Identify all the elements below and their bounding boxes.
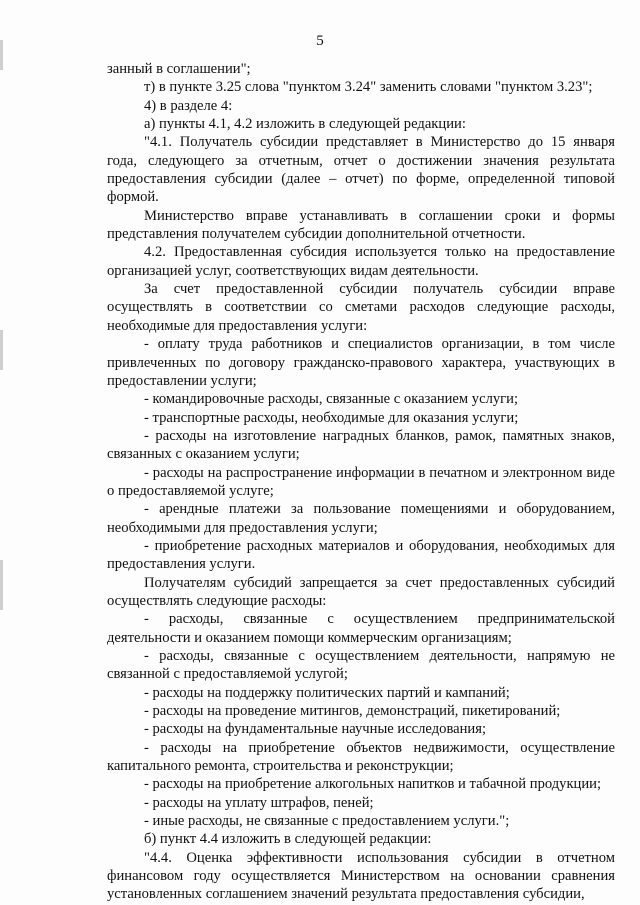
list-item: - расходы на поддержку политических партий и кампаний; <box>144 684 510 701</box>
list-item: - расходы на приобретение объектов недвижимости, осуществление капитального ремонта, строительства и реконструкции; <box>107 739 615 775</box>
page-number: 5 <box>316 33 324 49</box>
list-item: - расходы на фундаментальные научные исследования; <box>144 721 487 738</box>
list-item: - транспортные расходы, необходимые для оказания услуги; <box>144 409 519 426</box>
list-item: - арендные платежи за пользование помещениями и оборудованием, необходимыми для предоставления услуги; <box>107 501 615 536</box>
paragraph: "4.4. Оценка эффективности использования субсидии в отчетном финансовом году осуществляется Министерством на основании сравнения установленных соглашением значений результата предоставления субсидии, <box>107 849 615 903</box>
list-item: - расходы на распространение информации в печатном и электронном виде о предоставляемой услуге; <box>107 464 615 499</box>
list-item: - расходы на изготовление наградных бланков, рамок, памятных знаков, связанных с оказанием услуги; <box>107 427 615 463</box>
scan-edge-mark <box>0 560 3 610</box>
list-item: - расходы на приобретение алкогольных напитков и табачной продукции; <box>144 776 602 793</box>
paragraph: б) пункт 4.4 изложить в следующей редакции: <box>144 831 432 848</box>
list-item: - оплату труда работников и специалистов организации, в том числе привлеченных по договору гражданско-правового характера, участвующих в предоставлении услуги; <box>107 336 615 389</box>
list-item: - командировочные расходы, связанные с оказанием услуги; <box>144 391 518 408</box>
paragraph: "4.1. Получатель субсидии представляет в Министерство до 15 января года, следующего за отчетным, отчет о достижении значения результата предоставления субсидии (далее – отчет) по форме, определенной типовой формой. <box>107 134 615 206</box>
list-item: - расходы на уплату штрафов, пеней; <box>144 794 374 811</box>
list-item: - приобретение расходных материалов и оборудования, необходимых для предоставления услуги. <box>107 537 615 573</box>
paragraph: Министерство вправе устанавливать в соглашении сроки и формы представления получателем субсидии дополнительной отчетности. <box>107 207 615 243</box>
paragraph: занный в соглашении"; <box>107 61 251 77</box>
paragraph: За счет предоставленной субсидии получатель субсидии вправе осуществлять в соответствии со сметами расходов следующие расходы, необходимые для предоставления услуги: <box>107 281 615 334</box>
list-item: - расходы, связанные с осуществлением деятельности, напрямую не связанной с предоставляемой услугой; <box>107 648 615 683</box>
paragraph: 4.2. Предоставленная субсидия используется только на предоставление организацией услуг, соответствующих видам деятельности. <box>107 244 615 279</box>
list-item: - иные расходы, не связанные с предоставлением услуги."; <box>144 813 510 830</box>
paragraph: Получателям субсидий запрещается за счет предоставленных субсидий осуществлять следующие расходы: <box>107 574 615 609</box>
document-body <box>107 60 615 904</box>
scan-edge-mark <box>0 330 3 370</box>
paragraph: а) пункты 4.1, 4.2 изложить в следующей редакции: <box>144 116 466 133</box>
paragraph: т) в пункте 3.25 слова "пунктом 3.24" заменить словами "пунктом 3.23"; <box>144 79 593 96</box>
list-item: - расходы, связанные с осуществлением предпринимательской деятельности и оказанием помощи коммерческим организациям; <box>107 611 615 646</box>
paragraph: 4) в разделе 4: <box>144 97 233 114</box>
list-item: - расходы на проведение митингов, демонстраций, пикетирований; <box>144 703 561 720</box>
